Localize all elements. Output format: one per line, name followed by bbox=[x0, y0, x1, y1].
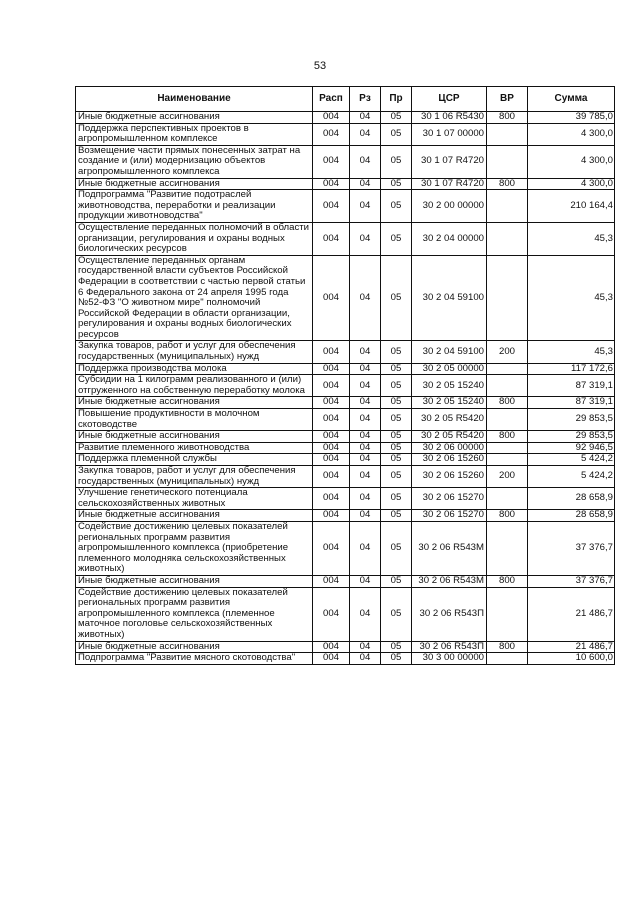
cell-sum: 45,3 bbox=[528, 341, 615, 363]
cell-csr: 30 2 05 15240 bbox=[412, 397, 487, 409]
cell-rz: 04 bbox=[350, 222, 381, 255]
cell-vr: 800 bbox=[487, 641, 528, 653]
table-row bbox=[76, 190, 615, 223]
cell-csr: 30 2 00 00000 bbox=[412, 190, 487, 223]
cell-pr: 05 bbox=[381, 409, 412, 431]
cell-rasp: 004 bbox=[313, 145, 350, 178]
cell-rasp: 004 bbox=[313, 397, 350, 409]
cell-pr: 05 bbox=[381, 178, 412, 190]
cell-vr bbox=[487, 521, 528, 575]
cell-csr: 30 2 05 R5420 bbox=[412, 409, 487, 431]
cell-pr: 05 bbox=[381, 431, 412, 443]
cell-rasp: 004 bbox=[313, 653, 350, 665]
cell-rz: 04 bbox=[350, 521, 381, 575]
cell-rz: 04 bbox=[350, 341, 381, 363]
cell-rz: 04 bbox=[350, 190, 381, 223]
cell-pr: 05 bbox=[381, 466, 412, 488]
cell-pr: 05 bbox=[381, 653, 412, 665]
cell-vr bbox=[487, 145, 528, 178]
cell-pr: 05 bbox=[381, 123, 412, 145]
cell-sum: 21 486,7 bbox=[528, 587, 615, 641]
cell-csr: 30 2 06 R543П bbox=[412, 587, 487, 641]
table-row bbox=[76, 521, 615, 575]
cell-name: Содействие достижению целевых показателей региональных программ развития агропромышленного комплекса (приобретение племенного молодняка сельскохозяйственных животных) bbox=[76, 521, 313, 575]
cell-sum: 45,3 bbox=[528, 255, 615, 341]
cell-pr: 05 bbox=[381, 575, 412, 587]
cell-rz: 04 bbox=[350, 123, 381, 145]
table-row bbox=[76, 375, 615, 397]
cell-name: Иные бюджетные ассигнования bbox=[76, 431, 313, 443]
cell-csr: 30 2 06 00000 bbox=[412, 442, 487, 454]
cell-csr: 30 2 05 R5420 bbox=[412, 431, 487, 443]
cell-name: Осуществление переданных полномочий в области организации, регулирования и охраны водных биологических ресурсов bbox=[76, 222, 313, 255]
cell-rz: 04 bbox=[350, 510, 381, 522]
cell-rz: 04 bbox=[350, 255, 381, 341]
cell-name: Поддержка племенной службы bbox=[76, 454, 313, 466]
table-row bbox=[76, 641, 615, 653]
cell-pr: 05 bbox=[381, 587, 412, 641]
table-row bbox=[76, 222, 615, 255]
page-number: 53 bbox=[313, 60, 327, 72]
cell-sum: 92 946,5 bbox=[528, 442, 615, 454]
cell-csr: 30 1 07 R4720 bbox=[412, 178, 487, 190]
cell-name: Подпрограмма "Развитие мясного скотоводства" bbox=[76, 653, 313, 665]
cell-rasp: 004 bbox=[313, 409, 350, 431]
cell-csr: 30 1 06 R5430 bbox=[412, 112, 487, 124]
header-rasp: Расп bbox=[313, 87, 350, 112]
cell-rz: 04 bbox=[350, 363, 381, 375]
table-row bbox=[76, 431, 615, 443]
cell-rz: 04 bbox=[350, 409, 381, 431]
cell-name: Содействие достижению целевых показателей региональных программ развития агропромышленного комплекса (племенное маточное поголовье сельскохозяйственных животных) bbox=[76, 587, 313, 641]
cell-vr bbox=[487, 255, 528, 341]
cell-sum: 4 300,0 bbox=[528, 123, 615, 145]
cell-pr: 05 bbox=[381, 363, 412, 375]
table-row bbox=[76, 397, 615, 409]
cell-vr: 800 bbox=[487, 431, 528, 443]
cell-sum: 45,3 bbox=[528, 222, 615, 255]
cell-sum: 4 300,0 bbox=[528, 145, 615, 178]
cell-pr: 05 bbox=[381, 145, 412, 178]
cell-pr: 05 bbox=[381, 454, 412, 466]
table-body bbox=[76, 112, 615, 665]
cell-rasp: 004 bbox=[313, 442, 350, 454]
cell-vr: 800 bbox=[487, 575, 528, 587]
cell-rasp: 004 bbox=[313, 521, 350, 575]
cell-csr: 30 3 00 00000 bbox=[412, 653, 487, 665]
cell-rz: 04 bbox=[350, 431, 381, 443]
table-row bbox=[76, 341, 615, 363]
cell-pr: 05 bbox=[381, 510, 412, 522]
cell-csr: 30 2 06 15260 bbox=[412, 466, 487, 488]
cell-rz: 04 bbox=[350, 488, 381, 510]
cell-vr bbox=[487, 375, 528, 397]
cell-csr: 30 2 04 00000 bbox=[412, 222, 487, 255]
cell-name: Иные бюджетные ассигнования bbox=[76, 641, 313, 653]
cell-rasp: 004 bbox=[313, 488, 350, 510]
header-vr: ВР bbox=[487, 87, 528, 112]
table-row bbox=[76, 255, 615, 341]
cell-vr: 800 bbox=[487, 112, 528, 124]
cell-pr: 05 bbox=[381, 397, 412, 409]
cell-rz: 04 bbox=[350, 653, 381, 665]
cell-rz: 04 bbox=[350, 575, 381, 587]
cell-sum: 87 319,1 bbox=[528, 375, 615, 397]
cell-csr: 30 2 06 R543П bbox=[412, 641, 487, 653]
cell-csr: 30 2 06 R543М bbox=[412, 521, 487, 575]
cell-sum: 28 658,9 bbox=[528, 488, 615, 510]
cell-name: Улучшение генетического потенциала сельскохозяйственных животных bbox=[76, 488, 313, 510]
header-csr: ЦСР bbox=[412, 87, 487, 112]
table-row bbox=[76, 178, 615, 190]
cell-rasp: 004 bbox=[313, 255, 350, 341]
cell-sum: 4 300,0 bbox=[528, 178, 615, 190]
table-row bbox=[76, 587, 615, 641]
cell-vr bbox=[487, 363, 528, 375]
cell-csr: 30 2 06 15260 bbox=[412, 454, 487, 466]
cell-rz: 04 bbox=[350, 466, 381, 488]
cell-pr: 05 bbox=[381, 190, 412, 223]
cell-rz: 04 bbox=[350, 641, 381, 653]
header-pr: Пр bbox=[381, 87, 412, 112]
cell-csr: 30 1 07 R4720 bbox=[412, 145, 487, 178]
cell-rasp: 004 bbox=[313, 190, 350, 223]
cell-csr: 30 2 06 15270 bbox=[412, 488, 487, 510]
cell-rasp: 004 bbox=[313, 454, 350, 466]
cell-csr: 30 2 05 15240 bbox=[412, 375, 487, 397]
cell-rasp: 004 bbox=[313, 641, 350, 653]
cell-rasp: 004 bbox=[313, 178, 350, 190]
cell-pr: 05 bbox=[381, 112, 412, 124]
cell-rz: 04 bbox=[350, 375, 381, 397]
cell-vr: 200 bbox=[487, 466, 528, 488]
cell-name: Развитие племенного животноводства bbox=[76, 442, 313, 454]
table-header-row bbox=[76, 87, 615, 112]
cell-pr: 05 bbox=[381, 488, 412, 510]
cell-vr bbox=[487, 587, 528, 641]
cell-csr: 30 2 04 59100 bbox=[412, 341, 487, 363]
table-row bbox=[76, 575, 615, 587]
cell-pr: 05 bbox=[381, 641, 412, 653]
table-row bbox=[76, 466, 615, 488]
cell-rz: 04 bbox=[350, 397, 381, 409]
cell-sum: 29 853,5 bbox=[528, 409, 615, 431]
table-row bbox=[76, 488, 615, 510]
cell-name: Иные бюджетные ассигнования bbox=[76, 510, 313, 522]
cell-pr: 05 bbox=[381, 375, 412, 397]
cell-vr bbox=[487, 488, 528, 510]
cell-pr: 05 bbox=[381, 442, 412, 454]
cell-sum: 10 600,0 bbox=[528, 653, 615, 665]
header-rz: Рз bbox=[350, 87, 381, 112]
cell-name: Подпрограмма "Развитие подотраслей животноводства, переработки и реализации продукции животноводства" bbox=[76, 190, 313, 223]
cell-sum: 5 424,2 bbox=[528, 454, 615, 466]
table-row bbox=[76, 454, 615, 466]
table-row bbox=[76, 442, 615, 454]
cell-vr bbox=[487, 442, 528, 454]
cell-name: Возмещение части прямых понесенных затрат на создание и (или) модернизацию объектов агропромышленного комплекса bbox=[76, 145, 313, 178]
cell-rasp: 004 bbox=[313, 375, 350, 397]
cell-vr: 800 bbox=[487, 397, 528, 409]
cell-rasp: 004 bbox=[313, 587, 350, 641]
cell-rz: 04 bbox=[350, 442, 381, 454]
cell-rasp: 004 bbox=[313, 466, 350, 488]
header-name: Наименование bbox=[76, 87, 313, 112]
cell-vr: 800 bbox=[487, 510, 528, 522]
cell-name: Поддержка производства молока bbox=[76, 363, 313, 375]
cell-vr bbox=[487, 222, 528, 255]
cell-sum: 29 853,5 bbox=[528, 431, 615, 443]
cell-vr bbox=[487, 454, 528, 466]
cell-sum: 21 486,7 bbox=[528, 641, 615, 653]
cell-rasp: 004 bbox=[313, 510, 350, 522]
cell-name: Иные бюджетные ассигнования bbox=[76, 575, 313, 587]
cell-name: Поддержка перспективных проектов в агропромышленном комплексе bbox=[76, 123, 313, 145]
cell-rasp: 004 bbox=[313, 363, 350, 375]
cell-csr: 30 2 06 15270 bbox=[412, 510, 487, 522]
cell-vr: 800 bbox=[487, 178, 528, 190]
cell-pr: 05 bbox=[381, 521, 412, 575]
budget-table bbox=[75, 86, 615, 665]
cell-sum: 117 172,6 bbox=[528, 363, 615, 375]
cell-name: Закупка товаров, работ и услуг для обеспечения государственных (муниципальных) нужд bbox=[76, 341, 313, 363]
cell-rasp: 004 bbox=[313, 431, 350, 443]
cell-sum: 5 424,2 bbox=[528, 466, 615, 488]
cell-pr: 05 bbox=[381, 255, 412, 341]
cell-pr: 05 bbox=[381, 222, 412, 255]
cell-name: Повышение продуктивности в молочном скотоводстве bbox=[76, 409, 313, 431]
cell-vr bbox=[487, 123, 528, 145]
cell-vr: 200 bbox=[487, 341, 528, 363]
cell-sum: 37 376,7 bbox=[528, 521, 615, 575]
table-row bbox=[76, 112, 615, 124]
cell-rz: 04 bbox=[350, 587, 381, 641]
cell-name: Осуществление переданных органам государственной власти субъектов Российской Федерации в соответствии с частью первой статьи 6 Федерального закона от 24 апреля 1995 года №52-ФЗ "О животном мире" полномочий Российской Федерации в области организации, регулирования и охраны водных биологических ресурсов bbox=[76, 255, 313, 341]
cell-name: Иные бюджетные ассигнования bbox=[76, 397, 313, 409]
table-row bbox=[76, 145, 615, 178]
cell-name: Иные бюджетные ассигнования bbox=[76, 178, 313, 190]
cell-rasp: 004 bbox=[313, 341, 350, 363]
table-row bbox=[76, 363, 615, 375]
cell-rz: 04 bbox=[350, 112, 381, 124]
cell-rz: 04 bbox=[350, 454, 381, 466]
cell-csr: 30 2 04 59100 bbox=[412, 255, 487, 341]
cell-name: Закупка товаров, работ и услуг для обеспечения государственных (муниципальных) нужд bbox=[76, 466, 313, 488]
cell-sum: 39 785,0 bbox=[528, 112, 615, 124]
cell-sum: 210 164,4 bbox=[528, 190, 615, 223]
cell-rasp: 004 bbox=[313, 222, 350, 255]
cell-rz: 04 bbox=[350, 178, 381, 190]
cell-rasp: 004 bbox=[313, 575, 350, 587]
cell-csr: 30 1 07 00000 bbox=[412, 123, 487, 145]
table-row bbox=[76, 409, 615, 431]
cell-sum: 28 658,9 bbox=[528, 510, 615, 522]
table-row bbox=[76, 653, 615, 665]
table-row bbox=[76, 510, 615, 522]
cell-vr bbox=[487, 653, 528, 665]
table-row bbox=[76, 123, 615, 145]
cell-rasp: 004 bbox=[313, 112, 350, 124]
cell-pr: 05 bbox=[381, 341, 412, 363]
cell-vr bbox=[487, 190, 528, 223]
header-sum: Сумма bbox=[528, 87, 615, 112]
cell-csr: 30 2 06 R543М bbox=[412, 575, 487, 587]
cell-sum: 87 319,1 bbox=[528, 397, 615, 409]
cell-csr: 30 2 05 00000 bbox=[412, 363, 487, 375]
cell-name: Иные бюджетные ассигнования bbox=[76, 112, 313, 124]
cell-rasp: 004 bbox=[313, 123, 350, 145]
cell-vr bbox=[487, 409, 528, 431]
cell-rz: 04 bbox=[350, 145, 381, 178]
cell-sum: 37 376,7 bbox=[528, 575, 615, 587]
cell-name: Субсидии на 1 килограмм реализованного и (или) отгруженного на собственную переработку молока bbox=[76, 375, 313, 397]
